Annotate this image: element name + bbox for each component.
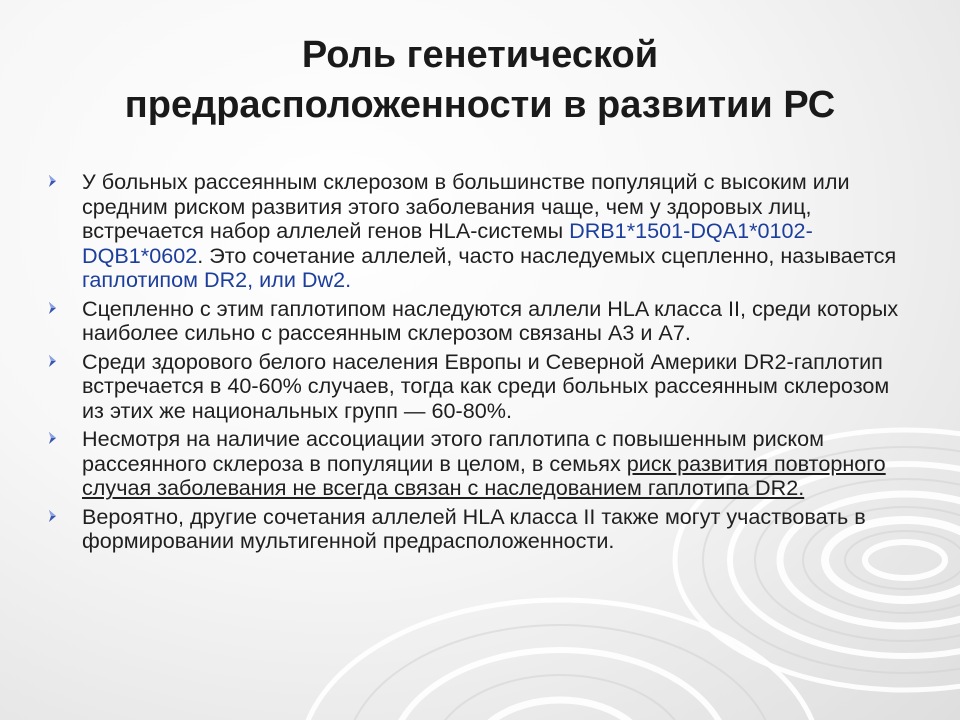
title-line-2: предрасположенности в развитии РС bbox=[124, 84, 836, 126]
bullet-list bbox=[44, 170, 916, 558]
bullet-item bbox=[44, 297, 916, 346]
allele-set-highlight: DRB1*1501-DQA1*0102-DQB1*0602 bbox=[82, 218, 813, 268]
chevron-right-icon bbox=[46, 173, 62, 189]
bullet-text: Среди здорового белого населения Европы и Северной Америки DR2-гаплотип встречается в 40-60% случаев, тогда как среди больных рассеянным склерозом из этих же национальных групп — 60-80%. bbox=[82, 348, 890, 423]
bullet-text: У больных рассеянным склерозом в большинстве популяций с высоким или средним риском развития этого заболевания чаще, чем у здоровых лиц, встречается набор аллелей генов HLA-системы bbox=[82, 169, 850, 243]
bullet-text: Несмотря на наличие ассоциации этого гаплотипа с повышенным риском рассеянного склероза в популяции в целом, в семьях bbox=[82, 426, 824, 476]
bullet-text: . Это сочетание аллелей, часто наследуемых сцепленно, называется bbox=[197, 242, 897, 268]
chevron-right-icon bbox=[46, 430, 62, 446]
chevron-right-icon bbox=[46, 300, 62, 316]
bullet-text: Сцепленно с этим гаплотипом наследуются аллели HLA класса II, среди которых наиболее сильно с рассеянным склерозом связаны A3 и A7. bbox=[82, 295, 899, 345]
bullet-item bbox=[44, 427, 916, 501]
underlined-risk-statement: риск развития повторного случая заболевания не всегда связан с наследованием гаплотипа DR2. bbox=[82, 450, 886, 500]
bullet-item bbox=[44, 170, 916, 293]
slide-title bbox=[60, 30, 900, 130]
title-line-1: Роль генетической bbox=[301, 34, 659, 76]
chevron-right-icon bbox=[46, 508, 62, 524]
haplotype-highlight: гаплотипом DR2, или Dw2. bbox=[82, 267, 352, 292]
bullet-item bbox=[44, 505, 916, 554]
chevron-right-icon bbox=[46, 353, 62, 369]
bullet-item bbox=[44, 350, 916, 424]
bullet-text: Вероятно, другие сочетания аллелей HLA класса II также могут участвовать в формировании мультигенной предрасположенности. bbox=[82, 503, 866, 553]
